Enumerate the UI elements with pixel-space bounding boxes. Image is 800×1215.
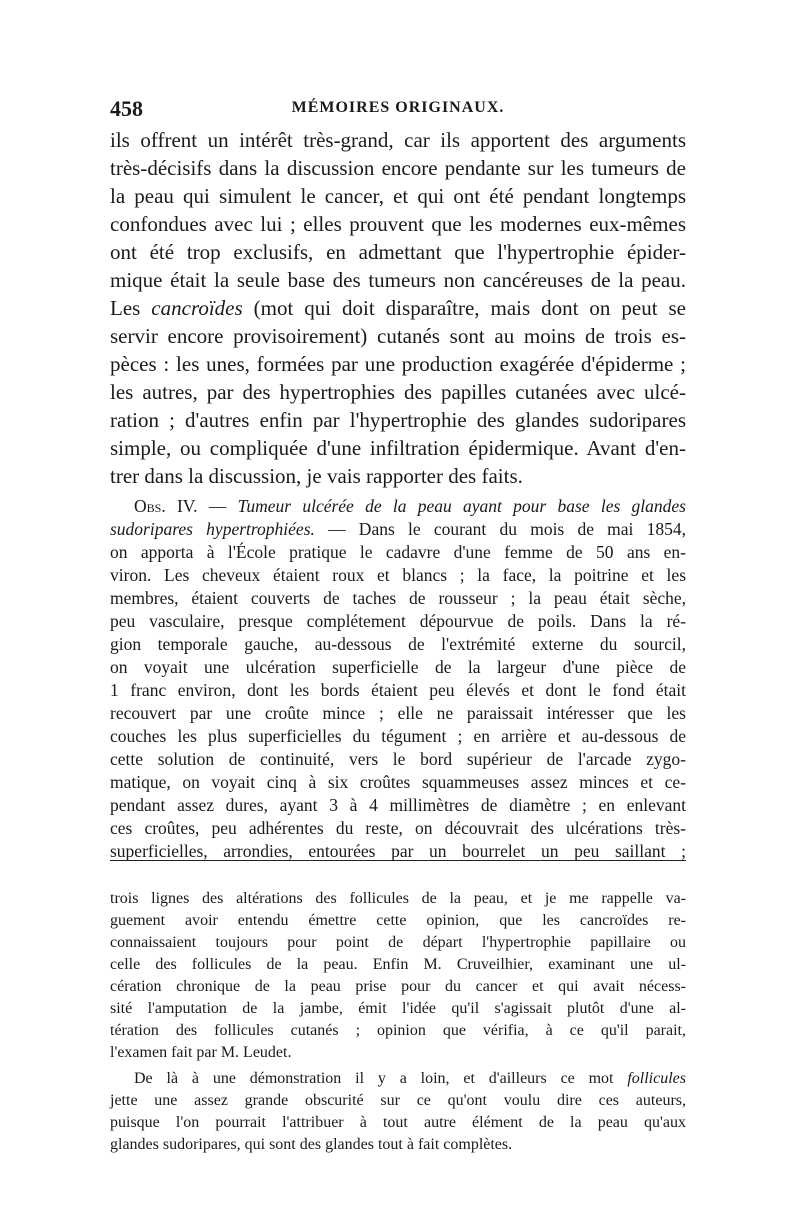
observation-line: peu vasculaire, presque complétement dépourvue de poils. Dans la ré- bbox=[110, 611, 686, 631]
observation-title: Tumeur ulcérée de la peau ayant pour base les glandes bbox=[237, 496, 686, 516]
observation-line: viron. Les cheveux étaient roux et blancs ; la face, la poitrine et les bbox=[110, 565, 686, 585]
footnote-separator bbox=[110, 860, 686, 861]
observation-line: gion temporale gauche, au-dessous de l'extrémité externe du sourcil, bbox=[110, 634, 686, 654]
body-text: (mot qui doit disparaître, mais dont on peut se bbox=[242, 296, 687, 320]
observation-line: matique, on voyait cinq à six croûtes squammeuses assez minces et ce- bbox=[110, 772, 686, 792]
dash: — bbox=[197, 496, 238, 516]
body-line: les autres, par des hypertrophies des papilles cutanées avec ulcé- bbox=[110, 380, 686, 404]
body-line: confondues avec lui ; elles prouvent que les modernes eux-mêmes bbox=[110, 212, 686, 236]
page-number: 458 bbox=[110, 96, 143, 121]
italic-term: follicules bbox=[627, 1070, 686, 1087]
body-line: pèces : les unes, formées par une production exagérée d'épiderme ; bbox=[110, 352, 686, 376]
observation-label: Obs. IV. bbox=[134, 496, 198, 516]
body-line: trer dans la discussion, je vais rapporter des faits. bbox=[110, 464, 523, 488]
body-line: mique était la seule base des tumeurs non cancéreuses de la peau. bbox=[110, 268, 686, 292]
footnote-line: l'examen fait par M. Leudet. bbox=[110, 1044, 292, 1061]
body-line: la peau qui simulent le cancer, et qui ont été pendant longtemps bbox=[110, 184, 686, 208]
observation-line: pendant assez dures, ayant 3 à 4 millimètres de diamètre ; en enlevant bbox=[110, 795, 686, 815]
footnote-line: puisque l'on pourrait l'attribuer à tout autre élément de la peau qu'aux bbox=[110, 1114, 686, 1131]
footnote-line: trois lignes des altérations des follicules de la peau, et je me rappelle va- bbox=[110, 890, 686, 907]
body-line: servir encore provisoirement) cutanés sont au moins de trois es- bbox=[110, 324, 686, 348]
italic-term: cancroïdes bbox=[151, 296, 243, 320]
observation-line: superficielles, arrondies, entourées par un bourrelet un peu saillant ; bbox=[110, 841, 686, 861]
footnote-line: guement avoir entendu émettre cette opinion, que les cancroïdes re- bbox=[110, 912, 686, 929]
body-line: ration ; d'autres enfin par l'hypertrophie des glandes sudoripares bbox=[110, 408, 686, 432]
observation-line: on voyait une ulcération superficielle de la largeur d'une pièce de bbox=[110, 657, 686, 677]
footnote-line: sité l'amputation de la jambe, émit l'idée qu'il s'agissait plutôt d'une al- bbox=[110, 1000, 686, 1017]
footnote-line: jette une assez grande obscurité sur ce qu'ont voulu dire ces auteurs, bbox=[110, 1092, 686, 1109]
page-header bbox=[110, 96, 686, 122]
observation-line: cette solution de continuité, vers le bord supérieur de l'arcade zygo- bbox=[110, 749, 686, 769]
body-line: simple, ou compliquée d'une infiltration épidermique. Avant d'en- bbox=[110, 436, 686, 460]
observation-line: ces croûtes, peu adhérentes du reste, on découvrait des ulcérations très- bbox=[110, 818, 686, 838]
observation-line: membres, étaient couverts de taches de rousseur ; la peau était sèche, bbox=[110, 588, 686, 608]
body-line: ont été trop exclusifs, en admettant que l'hypertrophie épider- bbox=[110, 240, 686, 264]
body-line bbox=[110, 296, 686, 321]
footnote-line: tération des follicules cutanés ; opinion que vérifia, à ce qu'il parait, bbox=[110, 1022, 686, 1039]
body-line: ils offrent un intérêt très-grand, car ils apportent des arguments bbox=[110, 128, 686, 152]
observation-line: 1 franc environ, dont les bords étaient peu élevés et dont le fond était bbox=[110, 680, 686, 700]
footnote-line: glandes sudoripares, qui sont des glandes tout à fait complètes. bbox=[110, 1136, 513, 1153]
observation-line: on apporta à l'École pratique le cadavre d'une femme de 50 ans en- bbox=[110, 542, 686, 562]
observation-heading bbox=[110, 496, 686, 517]
observation-line: couches les plus superficielles du tégument ; en arrière et au-dessous de bbox=[110, 726, 686, 746]
observation-line: recouvert par une croûte mince ; elle ne paraissait intéresser que les bbox=[110, 703, 686, 723]
running-head: MÉMOIRES ORIGINAUX. bbox=[291, 99, 505, 116]
body-line: très-décisifs dans la discussion encore pendante sur les tumeurs de bbox=[110, 156, 686, 180]
footnote-line: celle des follicules de la peau. Enfin M. Cruveilhier, examinant une ul- bbox=[110, 956, 686, 973]
footnote-line: cération chronique de la peau prise pour du cancer et qui avait nécess- bbox=[110, 978, 686, 995]
observation-title: sudoripares hypertrophiées. bbox=[110, 519, 315, 539]
body-text: Les bbox=[110, 296, 152, 320]
body-text: — Dans le courant du mois de mai 1854, bbox=[314, 519, 686, 539]
observation-line bbox=[110, 519, 686, 540]
footnote-text: De là à une démonstration il y a loin, et d'ailleurs ce mot bbox=[134, 1070, 628, 1087]
footnote-line: connaissaient toujours pour point de départ l'hypertrophie papillaire ou bbox=[110, 934, 686, 951]
footnote-line bbox=[110, 1070, 686, 1088]
